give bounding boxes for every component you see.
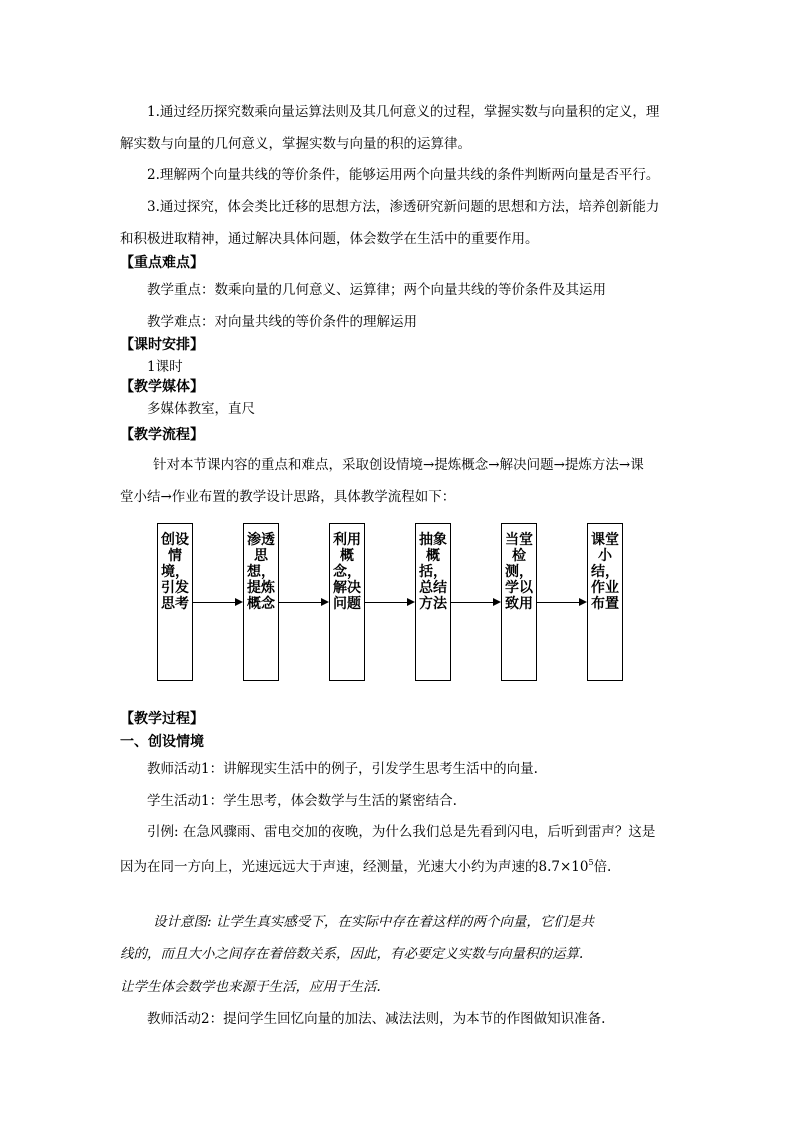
flow-step-2: [243, 523, 279, 681]
media-value: 多媒体教室，直尺: [147, 401, 255, 417]
flow-step-1-label: 创设情境，引发思考: [161, 532, 189, 612]
teaching-focus: 教学重点：数乘向量的几何意义、运算律；两个向量共线的等价条件及其运用: [147, 282, 606, 298]
flow-arrow-3: [365, 602, 407, 603]
flow-arrow-2: [279, 602, 321, 603]
example-line-2-end: 倍.: [593, 859, 612, 875]
design-intent-line-3: 让学生体会数学也来源于生活，应用于生活.: [120, 979, 381, 995]
flow-arrowhead-3: [407, 598, 415, 606]
goal-1-line-2: 解实数与向量的几何意义，掌握实数与向量的积的运算律。: [120, 136, 471, 152]
flow-step-5: [501, 523, 537, 681]
exponent: 5: [588, 858, 594, 867]
design-intent-line-2: 线的，而且大小之间存在着倍数关系，因此，有必要定义实数与向量积的运算.: [120, 946, 584, 962]
goal-2: 2.理解两个向量共线的等价条件，能够运用两个向量共线的条件判断两向量是否平行。: [147, 167, 660, 183]
example-line-2: [120, 858, 611, 876]
student-activity-1: 学生活动1：学生思考，体会数学与生活的紧密结合.: [147, 793, 457, 809]
flow-step-4-label: 抽象概括，总结方法: [419, 532, 447, 612]
flow-arrow-5: [537, 602, 579, 603]
media-heading: 【教学媒体】: [120, 379, 204, 395]
flow-arrowhead-5: [579, 598, 587, 606]
teacher-activity-2: 教师活动2：提问学生回忆向量的加法、减法法则，为本节的作图做知识准备.: [147, 1011, 606, 1027]
goal-3-line-2: 和积极进取精神，通过解决具体问题，体会数学在生活中的重要作用。: [120, 231, 539, 247]
flow-arrowhead-1: [235, 598, 243, 606]
flow-heading: 【教学流程】: [120, 427, 204, 443]
flow-step-4: [415, 523, 451, 681]
flow-intro-line-1: 针对本节课内容的重点和难点，采取创设情境→提炼概念→解决问题→提炼方法→课: [153, 457, 644, 473]
flow-step-3: [329, 523, 365, 681]
flow-arrowhead-2: [321, 598, 329, 606]
flow-step-5-label: 当堂检测，学以致用: [505, 532, 533, 612]
schedule-value: 1课时: [147, 359, 183, 375]
flow-arrowhead-4: [493, 598, 501, 606]
flow-intro-line-2: 堂小结→作业布置的教学设计思路，具体教学流程如下：: [120, 489, 456, 505]
example-line-2-text: 因为在同一方向上，光速远远大于声速，经测量，光速大小约为声速的8.7×10: [120, 859, 589, 875]
flow-step-1: [157, 523, 193, 681]
goal-3-line-1: 3.通过探究，体会类比迁移的思想方法，渗透研究新问题的思想和方法，培养创新能力: [147, 199, 660, 215]
flow-arrow-1: [193, 602, 235, 603]
section-1-heading: 一、创设情境: [120, 734, 204, 750]
teacher-activity-1: 教师活动1：讲解现实生活中的例子，引发学生思考生活中的向量.: [147, 761, 538, 777]
key-points-heading: 【重点难点】: [120, 255, 204, 271]
flow-step-3-label: 利用概念，解决问题: [333, 532, 361, 612]
flow-step-2-label: 渗透思想，提炼概念: [247, 532, 275, 612]
teaching-difficulty: 教学难点：对向量共线的等价条件的理解运用: [147, 314, 417, 330]
schedule-heading: 【课时安排】: [120, 337, 204, 353]
goal-1-line-1: 1.通过经历探究数乘向量运算法则及其几何意义的过程，掌握实数与向量积的定义，理: [147, 104, 660, 120]
flow-step-6-label: 课堂小结，作业布置: [591, 532, 619, 612]
flow-arrow-4: [451, 602, 493, 603]
process-heading: 【教学过程】: [120, 711, 204, 727]
flow-step-6: [587, 523, 623, 681]
design-intent-line-1: 设计意图: 让学生真实感受下，在实际中存在着这样的两个向量，它们是共: [153, 914, 594, 930]
example-line-1: 引例: 在急风骤雨、雷电交加的夜晚，为什么我们总是先看到闪电，后听到雷声？这是: [147, 824, 656, 840]
